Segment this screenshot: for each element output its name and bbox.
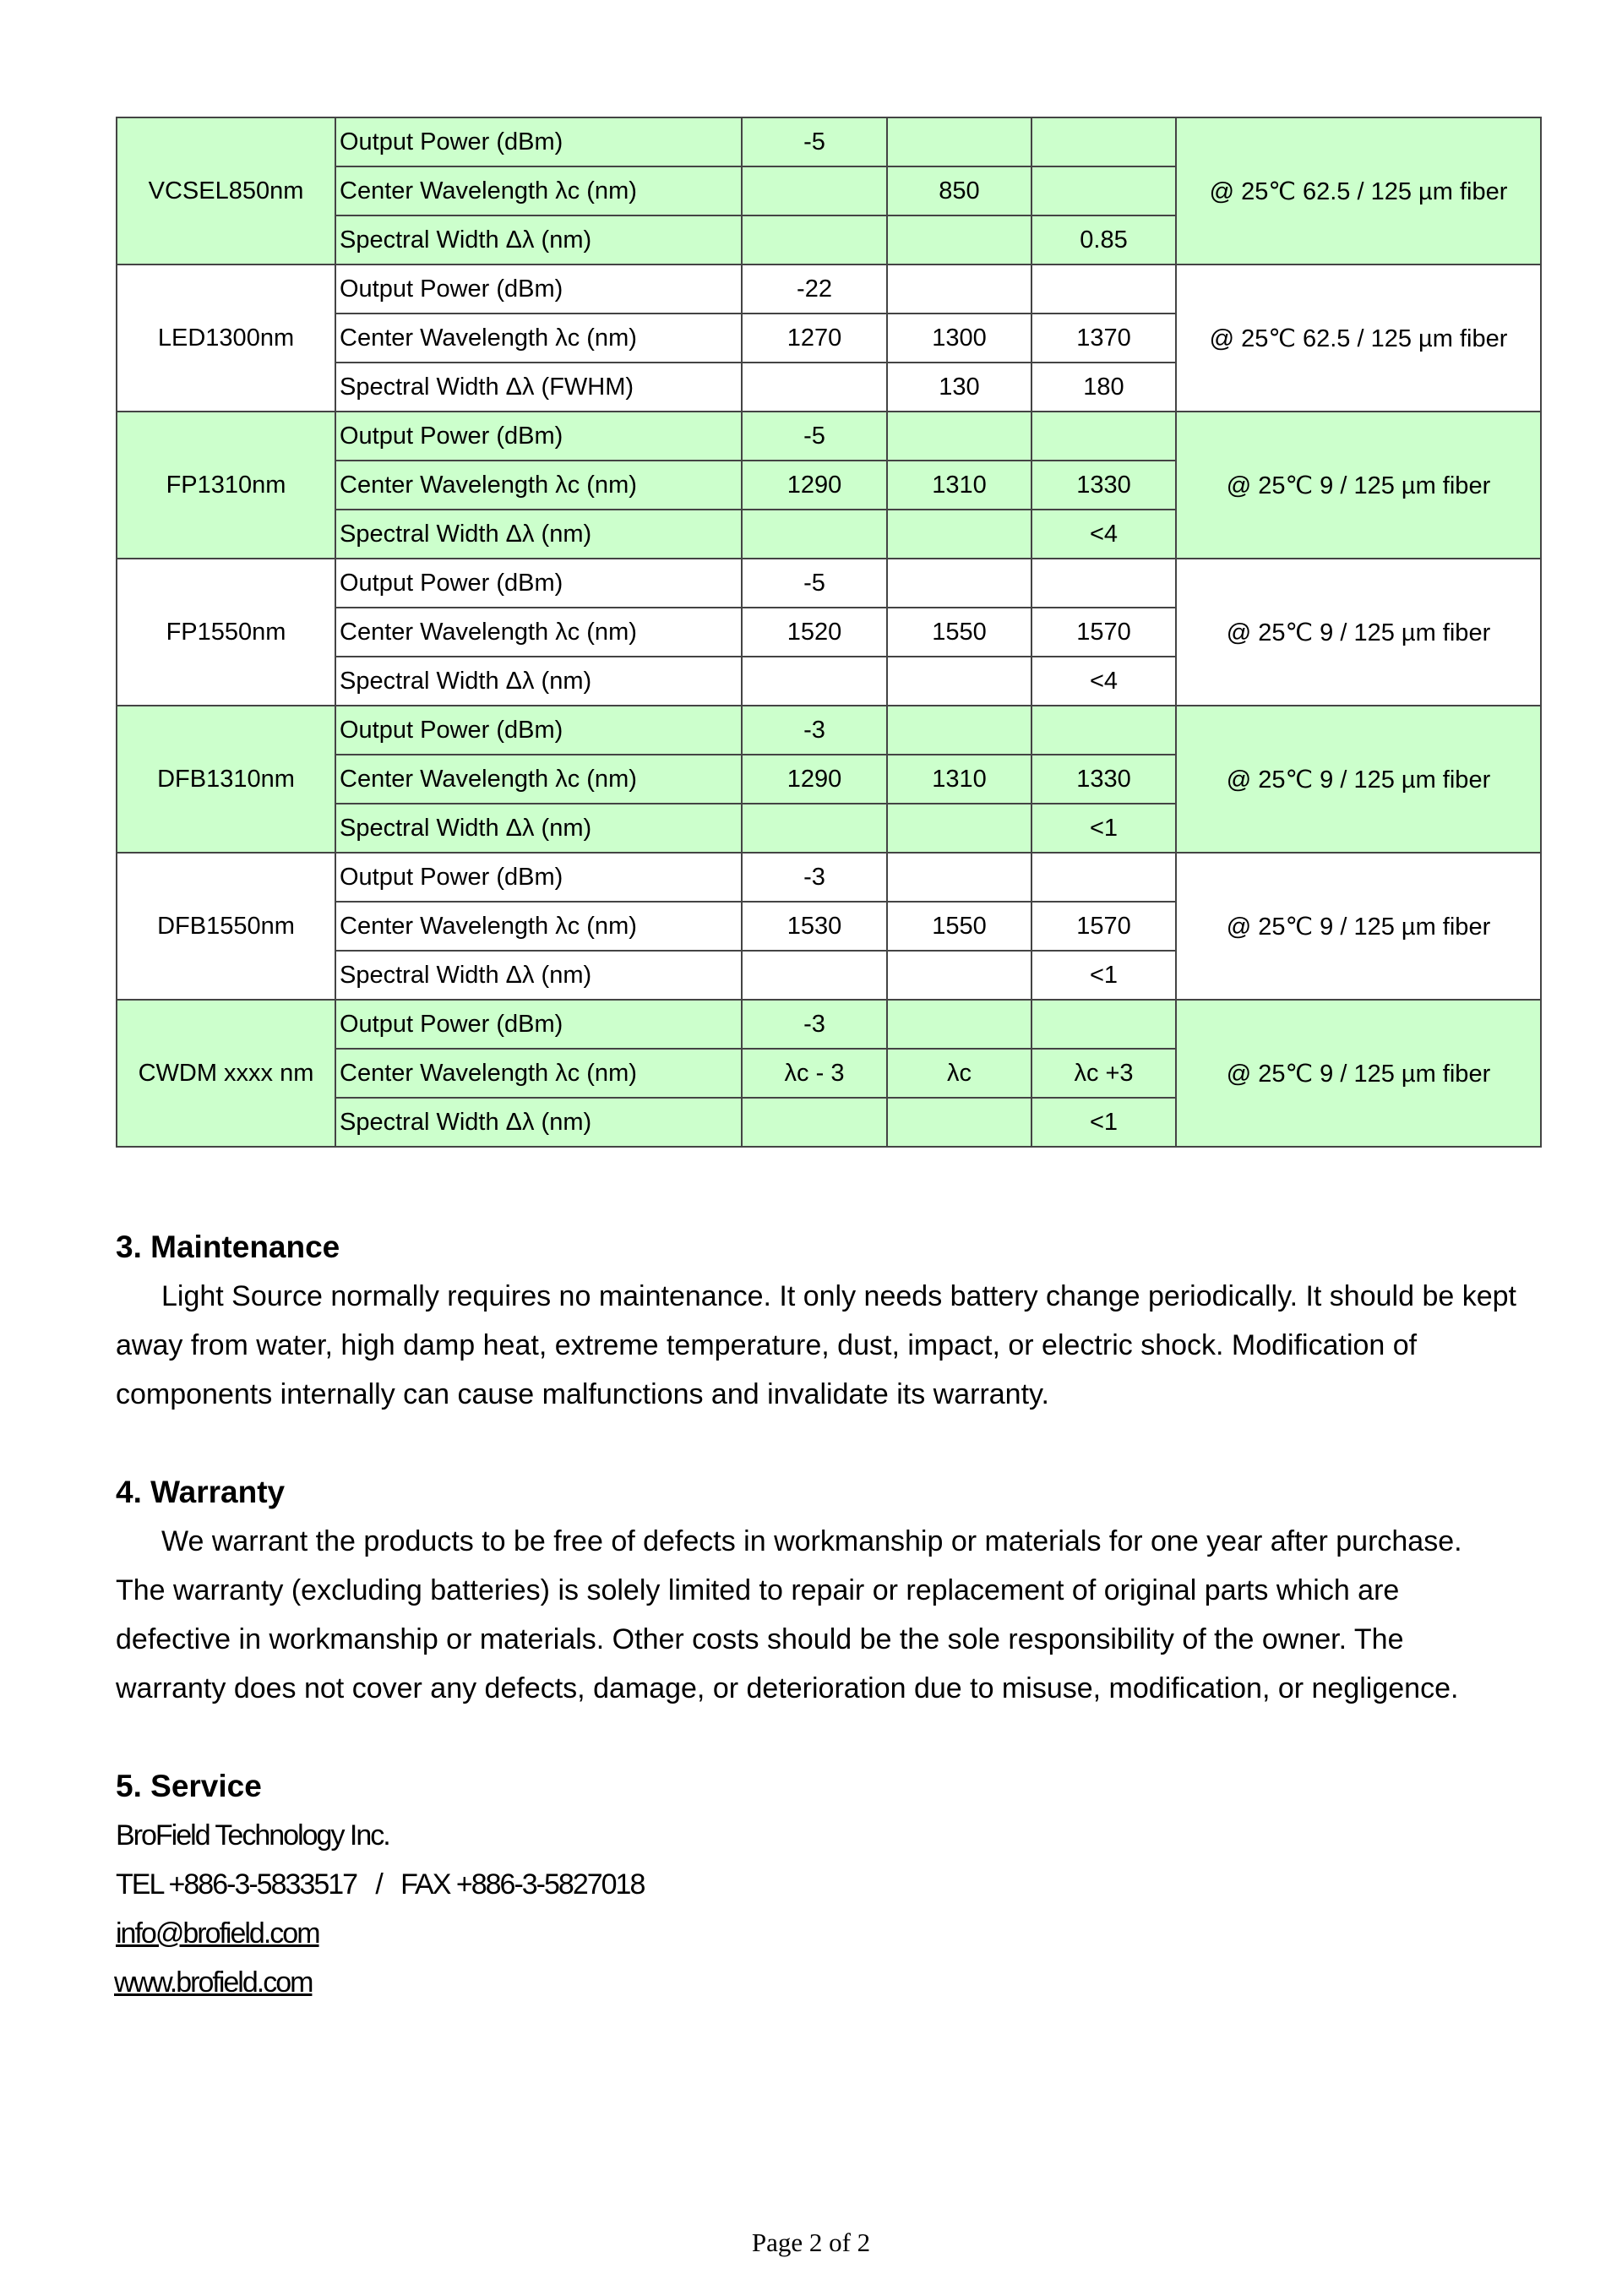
min-cell: λc - 3 <box>742 1049 887 1098</box>
parameter-cell: Spectral Width Δλ (nm) <box>335 215 742 265</box>
max-cell <box>1031 412 1176 461</box>
min-cell <box>742 215 887 265</box>
source-type-cell: LED1300nm <box>117 265 335 412</box>
parameter-cell: Output Power (dBm) <box>335 1000 742 1049</box>
max-cell <box>1031 166 1176 215</box>
max-cell: λc +3 <box>1031 1049 1176 1098</box>
min-cell <box>742 166 887 215</box>
typ-cell: 1550 <box>887 608 1031 657</box>
min-cell: -5 <box>742 117 887 166</box>
min-cell <box>742 510 887 559</box>
max-cell: <1 <box>1031 951 1176 1000</box>
condition-cell: @ 25℃ 62.5 / 125 µm fiber <box>1176 117 1541 265</box>
min-cell: -3 <box>742 853 887 902</box>
spec-table <box>116 117 1542 1148</box>
typ-cell <box>887 265 1031 314</box>
table-row <box>117 559 1541 608</box>
parameter-cell: Center Wavelength λc (nm) <box>335 608 742 657</box>
max-cell: 1570 <box>1031 902 1176 951</box>
typ-cell: 1310 <box>887 755 1031 804</box>
min-cell: 1290 <box>742 461 887 510</box>
max-cell <box>1031 853 1176 902</box>
parameter-cell: Center Wavelength λc (nm) <box>335 1049 742 1098</box>
parameter-cell: Spectral Width Δλ (nm) <box>335 657 742 706</box>
parameter-cell: Spectral Width Δλ (nm) <box>335 951 742 1000</box>
phone-fax: TEL +886-3-5833517 / FAX +886-3-5827018 <box>116 1868 645 1901</box>
typ-cell: 850 <box>887 166 1031 215</box>
typ-cell <box>887 559 1031 608</box>
parameter-cell: Output Power (dBm) <box>335 412 742 461</box>
max-cell <box>1031 265 1176 314</box>
max-cell: <1 <box>1031 804 1176 853</box>
max-cell: 0.85 <box>1031 215 1176 265</box>
max-cell: <4 <box>1031 657 1176 706</box>
warranty-heading: 4. Warranty <box>116 1475 286 1509</box>
typ-cell <box>887 706 1031 755</box>
source-type-cell: DFB1550nm <box>117 853 335 1000</box>
max-cell: 1570 <box>1031 608 1176 657</box>
typ-cell <box>887 853 1031 902</box>
maintenance-heading: 3. Maintenance <box>116 1230 340 1264</box>
max-cell <box>1031 706 1176 755</box>
max-cell <box>1031 1000 1176 1049</box>
min-cell: 1520 <box>742 608 887 657</box>
parameter-cell: Spectral Width Δλ (FWHM) <box>335 363 742 412</box>
max-cell <box>1031 117 1176 166</box>
parameter-cell: Center Wavelength λc (nm) <box>335 902 742 951</box>
typ-cell <box>887 657 1031 706</box>
warranty-text: We warrant the products to be free of defects in workmanship or materials for one year after purchase. The warranty (excluding batteries) is solely limited to repair or replacement of original parts which are defective in workmanship or materials. Other costs should be the sole responsibility of the owner. The warranty does not cover any defects, damage, or deterioration due to misuse, modification, or negligence. <box>116 1525 1462 1704</box>
warranty-section <box>116 1468 1518 1713</box>
parameter-cell: Spectral Width Δλ (nm) <box>335 510 742 559</box>
min-cell: -5 <box>742 412 887 461</box>
table-row <box>117 117 1541 166</box>
source-type-cell: VCSEL850nm <box>117 117 335 265</box>
table-row <box>117 1000 1541 1049</box>
condition-cell: @ 25℃ 9 / 125 µm fiber <box>1176 412 1541 559</box>
max-cell <box>1031 559 1176 608</box>
condition-cell: @ 25℃ 9 / 125 µm fiber <box>1176 853 1541 1000</box>
typ-cell <box>887 1098 1031 1147</box>
maintenance-text: Light Source normally requires no maintenance. It only needs battery change periodically. It should be kept away from water, high damp heat, extreme temperature, dust, impact, or electric shock. Modification of components internally can cause malfunctions and invalidate its warranty. <box>116 1280 1516 1410</box>
website-link[interactable]: www.brofield.com <box>114 1966 313 1999</box>
max-cell: 180 <box>1031 363 1176 412</box>
parameter-cell: Center Wavelength λc (nm) <box>335 314 742 363</box>
table-row <box>117 265 1541 314</box>
min-cell: 1270 <box>742 314 887 363</box>
typ-cell: 1300 <box>887 314 1031 363</box>
max-cell: 1330 <box>1031 755 1176 804</box>
page-number: Page 2 of 2 <box>751 2228 871 2257</box>
min-cell <box>742 804 887 853</box>
min-cell <box>742 951 887 1000</box>
typ-cell <box>887 117 1031 166</box>
service-section <box>116 1762 1518 2007</box>
email-link[interactable]: info@brofield.com <box>116 1917 319 1950</box>
table-row <box>117 706 1541 755</box>
condition-cell: @ 25℃ 9 / 125 µm fiber <box>1176 559 1541 706</box>
typ-cell: 1550 <box>887 902 1031 951</box>
max-cell: 1330 <box>1031 461 1176 510</box>
parameter-cell: Spectral Width Δλ (nm) <box>335 1098 742 1147</box>
min-cell <box>742 1098 887 1147</box>
typ-cell <box>887 951 1031 1000</box>
typ-cell: 1310 <box>887 461 1031 510</box>
source-type-cell: FP1550nm <box>117 559 335 706</box>
parameter-cell: Output Power (dBm) <box>335 706 742 755</box>
parameter-cell: Output Power (dBm) <box>335 117 742 166</box>
maintenance-section <box>116 1223 1518 1419</box>
table-row <box>117 853 1541 902</box>
typ-cell <box>887 510 1031 559</box>
company-name: BroField Technology Inc. <box>116 1819 389 1852</box>
min-cell: -3 <box>742 1000 887 1049</box>
table-row <box>117 412 1541 461</box>
min-cell: -3 <box>742 706 887 755</box>
source-type-cell: DFB1310nm <box>117 706 335 853</box>
typ-cell: 130 <box>887 363 1031 412</box>
typ-cell <box>887 804 1031 853</box>
parameter-cell: Output Power (dBm) <box>335 853 742 902</box>
min-cell: 1290 <box>742 755 887 804</box>
typ-cell: λc <box>887 1049 1031 1098</box>
min-cell: -5 <box>742 559 887 608</box>
min-cell: 1530 <box>742 902 887 951</box>
max-cell: <1 <box>1031 1098 1176 1147</box>
parameter-cell: Center Wavelength λc (nm) <box>335 461 742 510</box>
source-type-cell: CWDM xxxx nm <box>117 1000 335 1147</box>
min-cell: -22 <box>742 265 887 314</box>
max-cell: <4 <box>1031 510 1176 559</box>
condition-cell: @ 25℃ 9 / 125 µm fiber <box>1176 1000 1541 1147</box>
parameter-cell: Spectral Width Δλ (nm) <box>335 804 742 853</box>
parameter-cell: Center Wavelength λc (nm) <box>335 166 742 215</box>
parameter-cell: Output Power (dBm) <box>335 559 742 608</box>
service-heading: 5. Service <box>116 1769 262 1803</box>
parameter-cell: Center Wavelength λc (nm) <box>335 755 742 804</box>
min-cell <box>742 657 887 706</box>
typ-cell <box>887 215 1031 265</box>
source-type-cell: FP1310nm <box>117 412 335 559</box>
typ-cell <box>887 412 1031 461</box>
min-cell <box>742 363 887 412</box>
max-cell: 1370 <box>1031 314 1176 363</box>
typ-cell <box>887 1000 1031 1049</box>
parameter-cell: Output Power (dBm) <box>335 265 742 314</box>
condition-cell: @ 25℃ 9 / 125 µm fiber <box>1176 706 1541 853</box>
condition-cell: @ 25℃ 62.5 / 125 µm fiber <box>1176 265 1541 412</box>
